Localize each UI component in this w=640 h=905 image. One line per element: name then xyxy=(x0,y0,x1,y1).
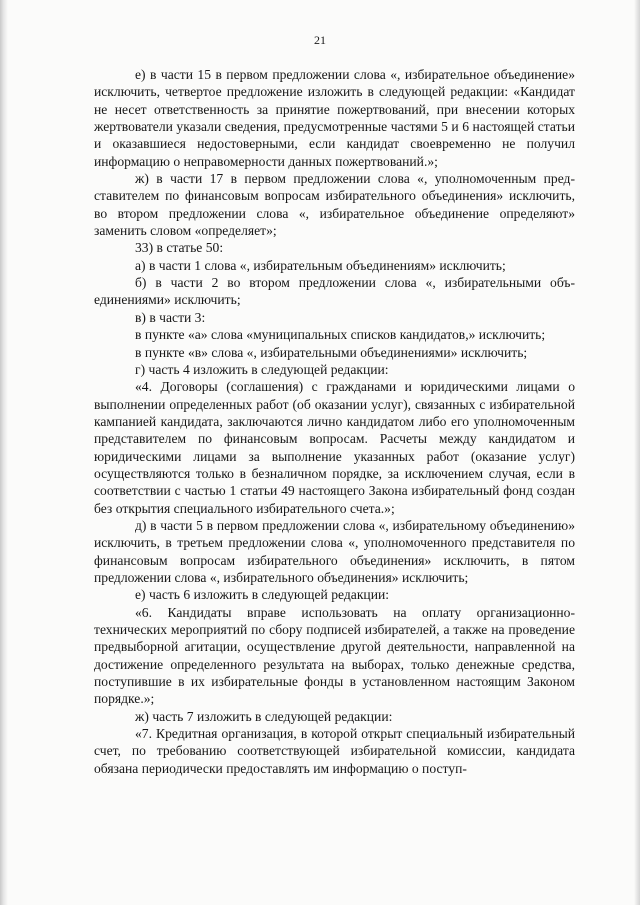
paragraph-50-v-a: в пункте «а» слова «муниципальных списков кандидатов,» исключить; xyxy=(135,327,546,343)
scan-left-edge xyxy=(0,0,8,905)
paragraph-50-g: г) часть 4 изложить в следующей редакции: xyxy=(135,361,389,377)
paragraph-50-v-v: в пункте «в» слова «, избирательными объединениями» исключить; xyxy=(135,344,528,360)
paragraph-50-b: б) в части 2 во втором предложении слова «, избирательными объединениями» исключить; xyxy=(94,275,575,308)
scan-right-edge xyxy=(634,0,640,905)
paragraph-article-50: 33) в статье 50: xyxy=(135,240,224,256)
paragraph-50-e: е) часть 6 изложить в следующей редакции: xyxy=(135,587,390,603)
paragraph-15-e: е) в части 15 в первом предложении слова «, избирательное объединение» исключить, четвертое предложение изложить в следующей редакции: «Кандидат не несет ответственность за принятие пожертвований, при внесении которых жертвователи указали сведения, предусмотренные частями 5 и 6 настоящей статьи и оказавшиеся недостоверными, если кандидат своевременно не получил информацию о неправомерности данных пожертвований.»; xyxy=(94,67,575,169)
paragraph-50-part-6: «6. Кандидаты вправе использовать на оплату организационно-технических мероприятий по сбору подписей избирателей, а также на проведение предвыборной агитации, осуществление другой деятельности, направленной на достижение определенного результата на выборах, только денежные средства, поступившие в их избирательные фонды в установленном настоящим Законом порядке.»; xyxy=(94,604,575,707)
paragraph-50-v: в) в части 3: xyxy=(135,309,206,325)
paragraph-50-zh: ж) часть 7 изложить в следующей редакции: xyxy=(135,708,393,724)
page-number: 21 xyxy=(314,33,326,47)
paragraph-50-a: а) в части 1 слова «, избирательным объединениям» исключить; xyxy=(135,257,506,273)
paragraph-50-part-4: «4. Договоры (соглашения) с гражданами и юридическими лицами о выполнении определенных работ (об оказании услуг), связанных с избирательной кампанией кандидата, заключаются лично кандидатом либо его уполномоченным представителем по финансовым вопросам. Расчеты между кандидатом и юридическими лицами за выполнение указанных работ (оказание услуг) осуществляются только в безналичном порядке, за исключением случая, если в соответствии с частью 1 статьи 49 настоящего Закона избирательный фонд создан без открытия специального избирательного счета.»; xyxy=(94,379,575,516)
paragraph-50-d: д) в части 5 в первом предложении слова «, избирательному объединению» исключить, в третьем предложении слова «, уполномоченного представителя по финансовым вопросам избирательного объединения» исключить, в пятом предложении слова «, избирательного объединения» исключить; xyxy=(94,517,575,585)
paragraph-50-part-7: «7. Кредитная организация, в которой открыт специальный избирательный счет, по требованию соответствующей избирательной комиссии, кандидата обязана периодически предоставлять им информацию о поступ- xyxy=(94,726,575,776)
paragraph-17-zh: ж) в части 17 в первом предложении слова «, уполномоченным представителем по финансовым вопросам избирательного объединения» исключить, во втором предложении слова «, избирательное объединение определяют» заменить словом «определяет»; xyxy=(94,171,575,239)
document-body xyxy=(94,66,575,777)
